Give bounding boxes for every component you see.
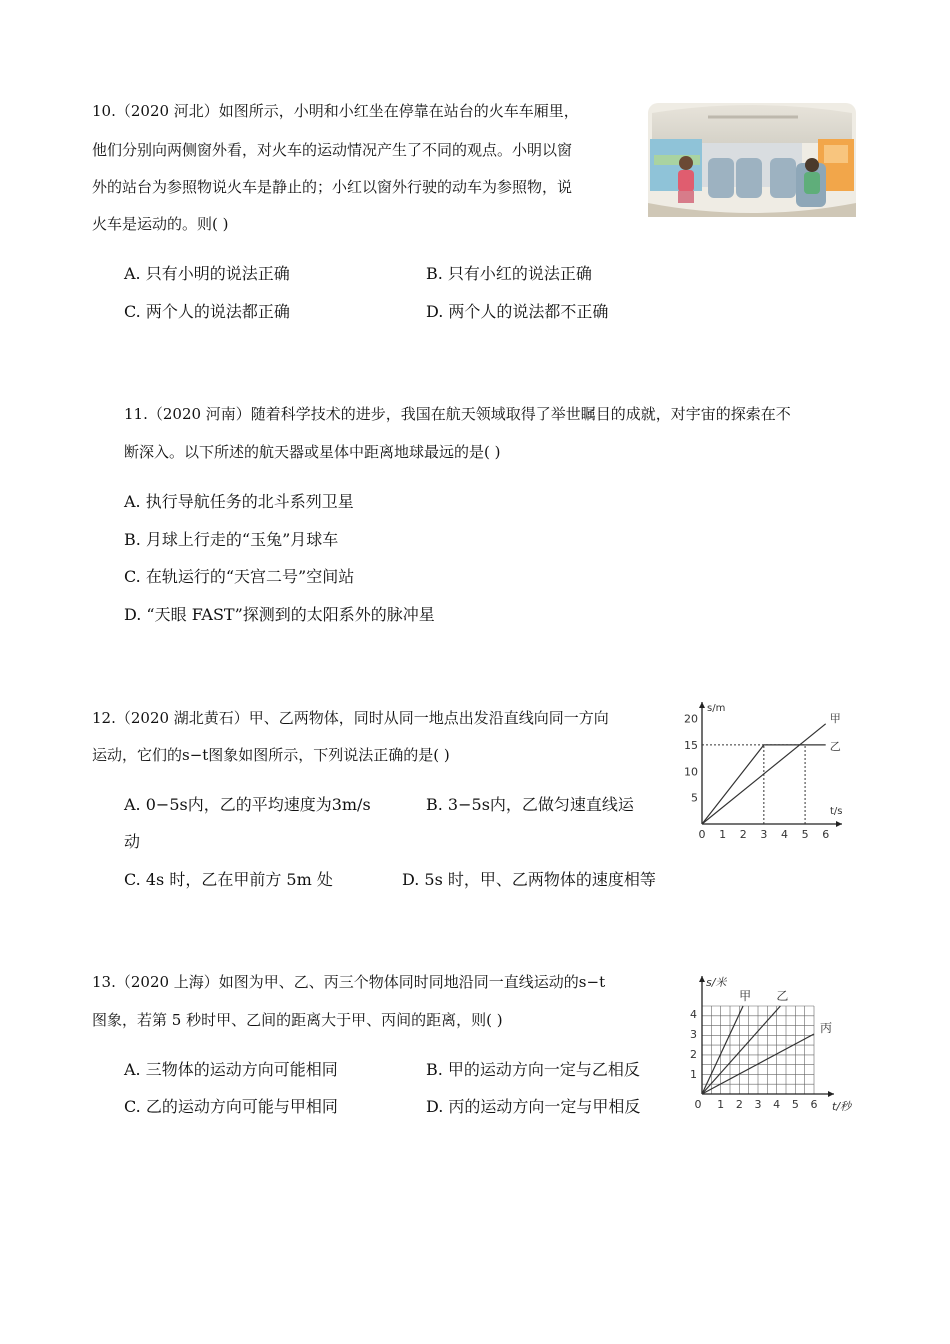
y-tick-label: 3 [690,1028,697,1041]
y-tick-label: 2 [690,1048,697,1061]
question-text-line: 图象，若第 5 秒时甲、乙间的距离大于甲、丙间的距离，则( ) [92,1011,503,1029]
x-axis-arrow [836,821,842,827]
option-d: D. “天眼 FAST”探测到的太阳系外的脉冲星 [124,605,435,624]
option-c: C. 乙的运动方向可能与甲相同 [124,1097,338,1116]
y-axis-arrow [699,702,705,708]
x-tick-label: 6 [822,828,830,841]
series-label: 乙 [776,989,789,1003]
question-text-line: 外的站台为参照物说火车是静止的；小红以窗外行驶的动车为参照物，说 [92,178,573,196]
y-tick-label: 5 [691,791,698,805]
option-b: B. 只有小红的说法正确 [426,264,592,283]
x-tick-label: 0 [698,828,706,841]
option-b: B. 月球上行走的“玉兔”月球车 [124,530,339,549]
question-text-line: 12.（2020 湖北黄石）甲、乙两物体，同时从同一地点出发沿直线向同一方向 [92,709,609,727]
option-b: B. 3−5s内，乙做匀速直线运 [426,795,634,814]
option-a: A. 三物体的运动方向可能相同 [124,1060,338,1079]
question-text-line: 断深入。以下所述的航天器或星体中距离地球最远的是( ) [124,443,501,461]
y-tick-label: 4 [690,1008,697,1021]
series-line [702,1006,743,1094]
question-text-line: 10.（2020 河北）如图所示，小明和小红坐在停靠在站台的火车车厢里， [92,102,579,120]
series-line [702,724,826,824]
series-line [702,1006,780,1094]
option-c: C. 4s 时，乙在甲前方 5m 处 [124,870,333,889]
question-text-line: 火车是运动的。则( ) [92,215,229,233]
option-b: B. 甲的运动方向一定与乙相反 [426,1060,640,1079]
x-tick-label: 2 [739,828,747,841]
x-tick-label: 4 [780,828,788,841]
series-label: 甲 [829,711,841,725]
y-tick-label: 1 [690,1068,697,1081]
y-axis-arrow [699,976,705,982]
question-text-line: 运动，它们的s−t图象如图所示，下列说法正确的是( ) [92,746,450,764]
option-d: D. 5s 时，甲、乙两物体的速度相等 [402,870,656,889]
x-tick-label: 5 [791,1098,799,1111]
y-tick-label: 20 [684,712,698,726]
x-tick-label: 3 [760,828,768,841]
x-tick-label: 0 [694,1098,702,1111]
series-label: 甲 [739,989,752,1003]
series-label: 乙 [829,739,841,753]
y-axis-label: s/m [707,703,726,714]
series-label: 丙 [820,1021,833,1035]
x-tick-label: 1 [719,828,727,841]
y-tick-label: 10 [684,765,698,779]
question-text-line: 13.（2020 上海）如图为甲、乙、丙三个物体同时同地沿同一直线运动的s−t [92,973,606,991]
series-line [702,745,826,824]
option-a: A. 执行导航任务的北斗系列卫星 [124,492,354,511]
question-text-line: 他们分别向两侧窗外看，对火车的运动情况产生了不同的观点。小明以窗 [92,141,573,159]
x-tick-label: 2 [735,1098,743,1111]
option-c: C. 两个人的说法都正确 [124,302,290,321]
y-tick-label: 15 [684,738,698,752]
x-tick-label: 3 [754,1098,762,1111]
train-cabin-illustration [648,103,856,217]
y-axis-label: s/米 [706,976,727,989]
x-axis-arrow [828,1091,834,1097]
st-grid-chart [684,966,864,1118]
option-d: D. 两个人的说法都不正确 [426,302,609,321]
x-tick-label: 4 [773,1098,781,1111]
option-a: A. 只有小明的说法正确 [124,264,290,283]
question-text-line: 11.（2020 河南）随着科学技术的进步，我国在航天领域取得了举世瞩目的成就，对宇宙的探索在不 [124,405,791,423]
option-a: A. 0−5s内，乙的平均速度为3m/s [124,795,371,814]
option-b-wrap: 动 [124,832,141,851]
x-tick-label: 5 [801,828,809,841]
st-graph-chart [684,696,864,846]
x-axis-label: t/s [830,806,843,817]
option-d: D. 丙的运动方向一定与甲相反 [426,1097,641,1116]
x-tick-label: 6 [810,1098,818,1111]
option-c: C. 在轨运行的“天宫二号”空间站 [124,567,355,586]
x-tick-label: 1 [717,1098,725,1111]
x-axis-label: t/秒 [832,1100,852,1113]
